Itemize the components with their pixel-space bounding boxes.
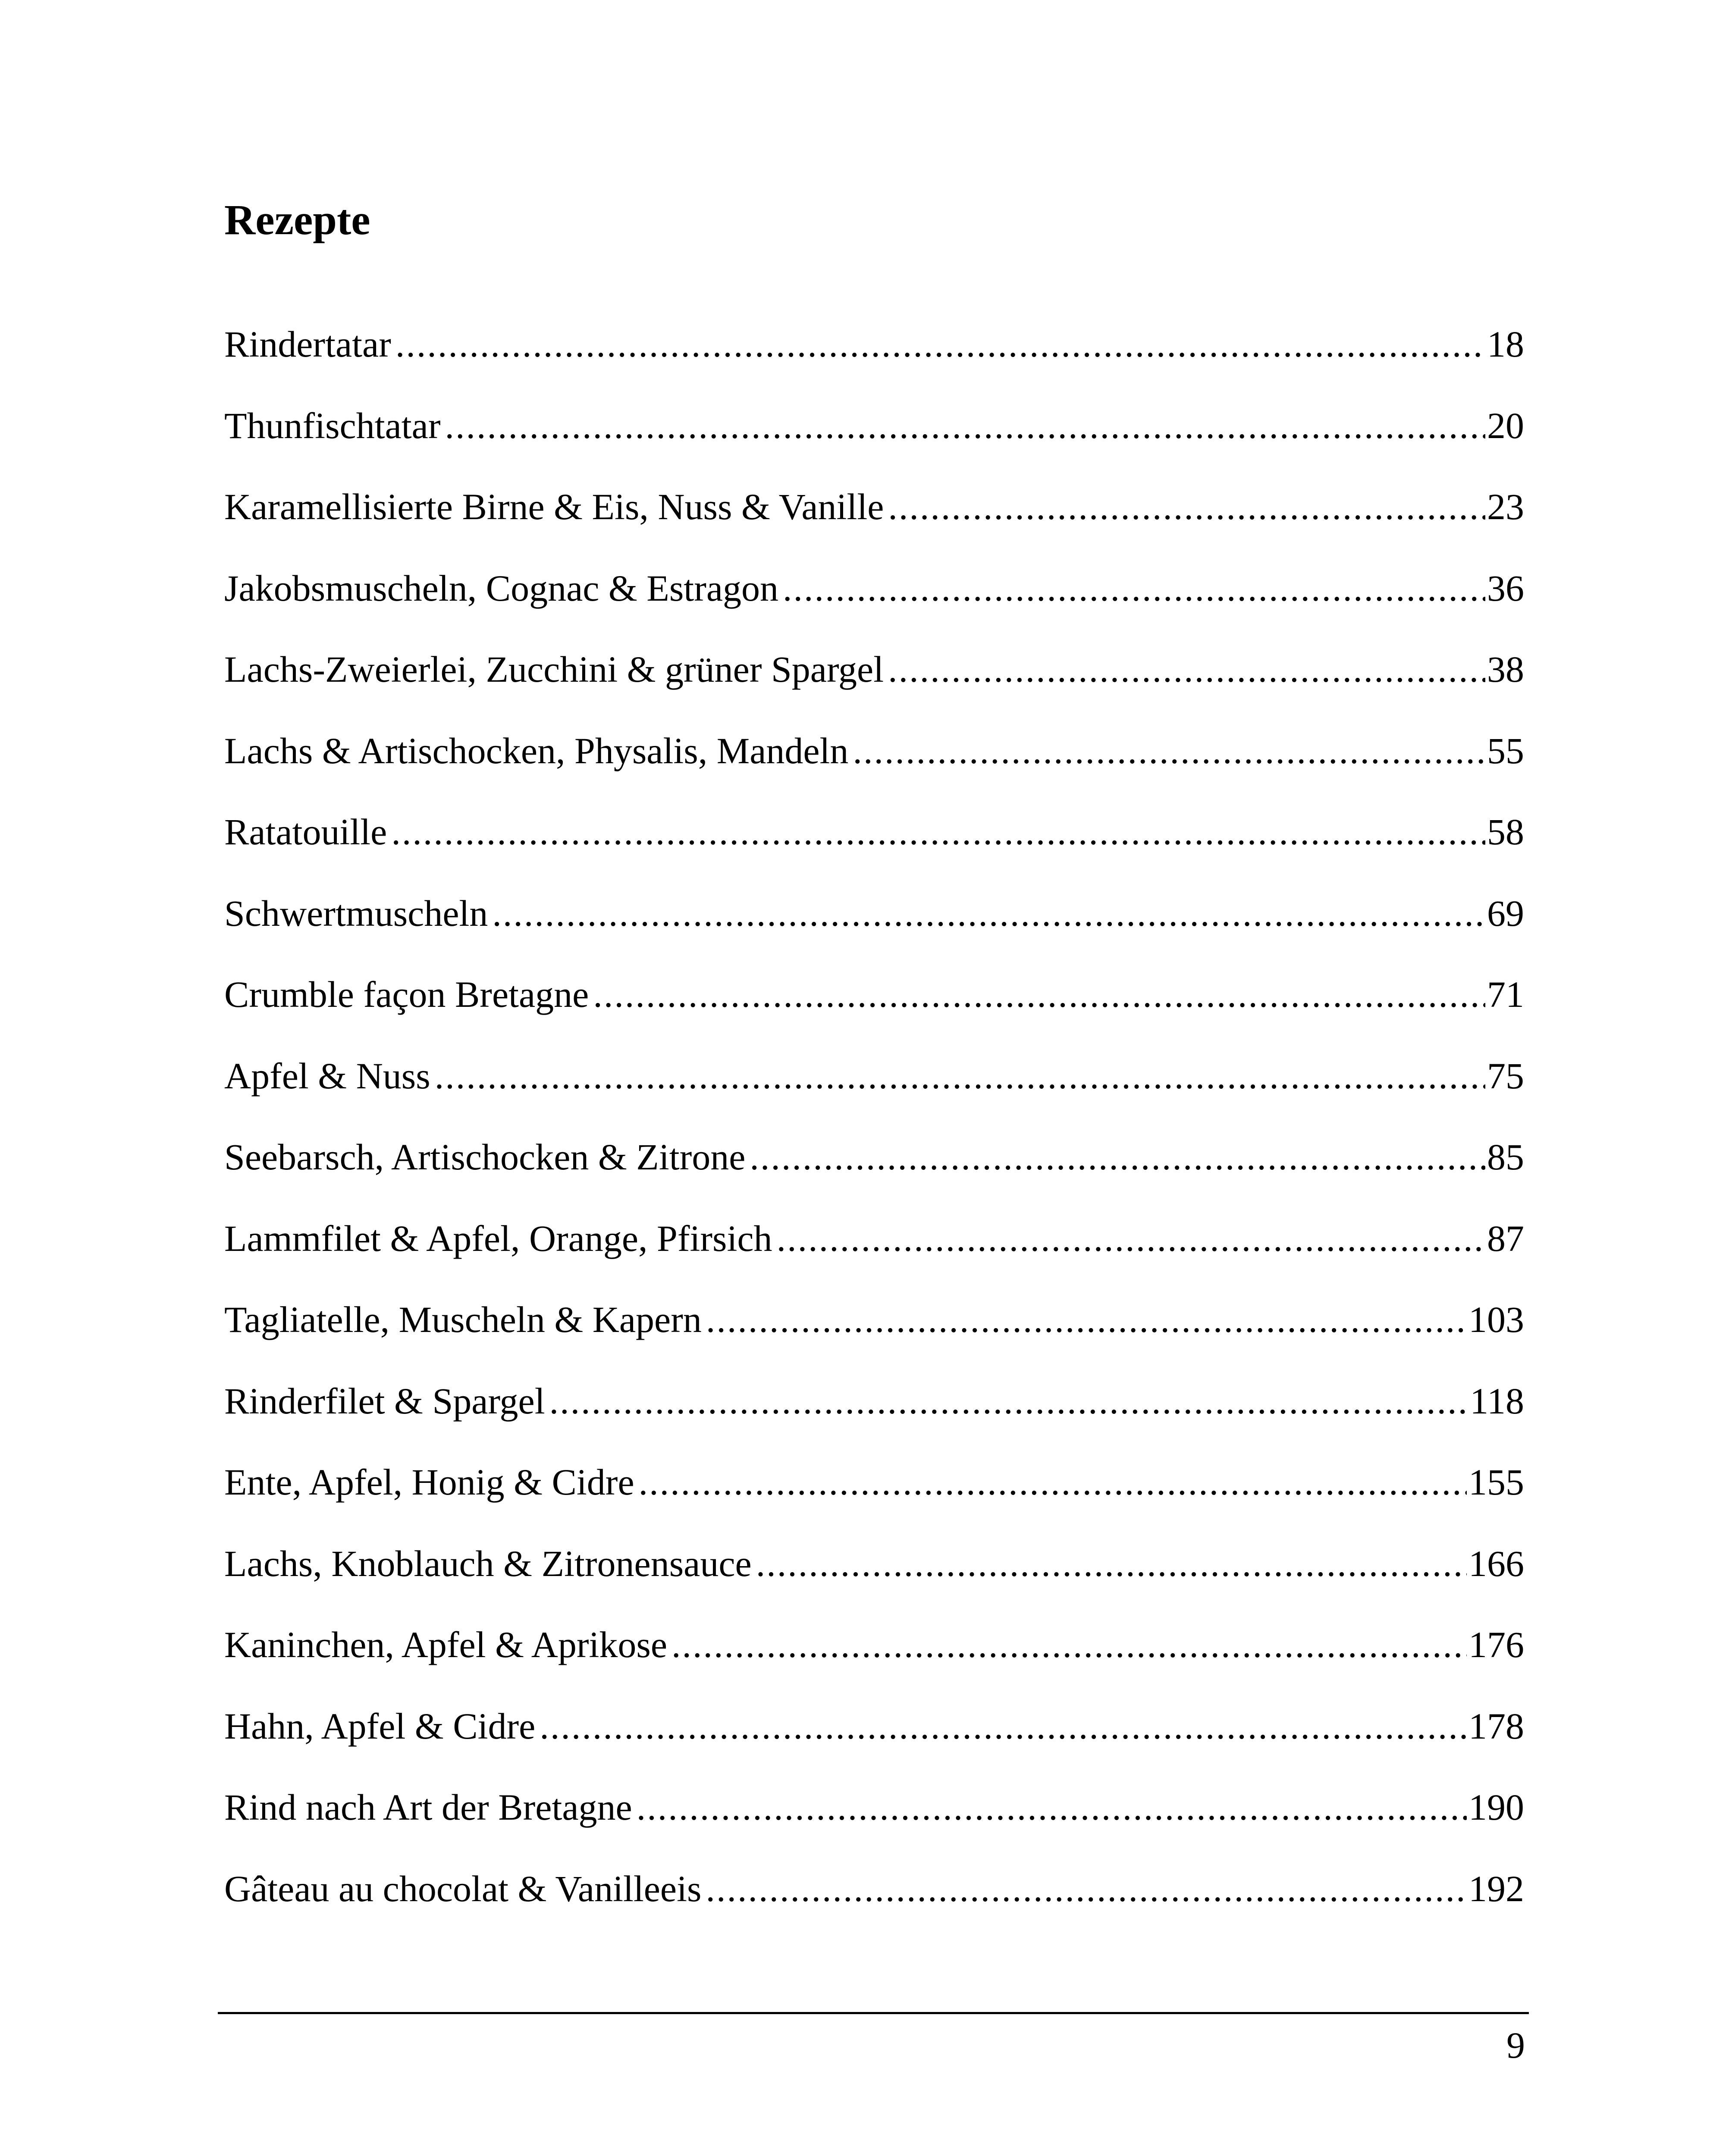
toc-entry-page: 75 (1485, 1057, 1524, 1094)
toc-entry-page: 36 (1485, 570, 1524, 607)
toc-entry-title: Apfel & Nuss (224, 1057, 435, 1094)
toc-entry-page: 103 (1467, 1301, 1524, 1338)
toc-entry-page: 87 (1485, 1220, 1524, 1257)
toc-entry[interactable] (224, 326, 1524, 407)
toc-entry[interactable] (224, 1301, 1524, 1382)
toc-entry-page: 55 (1485, 732, 1524, 769)
toc-entry[interactable] (224, 1463, 1524, 1545)
toc-entry-title: Thunfischtatar (224, 407, 445, 444)
toc-entry-title: Lachs & Artischocken, Physalis, Mandeln (224, 732, 853, 769)
dot-leader (706, 1870, 1467, 1907)
toc-entry[interactable] (224, 1057, 1524, 1139)
toc-entry-title: Seebarsch, Artischocken & Zitrone (224, 1138, 750, 1175)
dot-leader (853, 732, 1485, 769)
toc-entry-page: 18 (1485, 326, 1524, 363)
toc-entry[interactable] (224, 1789, 1524, 1870)
dot-leader (888, 488, 1485, 525)
toc-entry-page: 176 (1467, 1626, 1524, 1663)
dot-leader (445, 407, 1485, 444)
dot-leader (593, 976, 1485, 1013)
toc-entry-page: 190 (1467, 1789, 1524, 1826)
toc-entry[interactable] (224, 1382, 1524, 1464)
toc-entry[interactable] (224, 1870, 1524, 1952)
toc-entry-title: Gâteau au chocolat & Vanilleeis (224, 1870, 706, 1907)
toc-entry-title: Rindertatar (224, 326, 395, 363)
dot-leader (671, 1626, 1467, 1663)
dot-leader (637, 1789, 1467, 1826)
toc-entry[interactable] (224, 732, 1524, 814)
toc-entry-page: 58 (1485, 813, 1524, 850)
toc-entry[interactable] (224, 407, 1524, 489)
toc-entry-title: Rinderfilet & Spargel (224, 1382, 549, 1420)
toc-entry-page: 23 (1485, 488, 1524, 525)
toc-entry-page: 166 (1467, 1545, 1524, 1582)
toc-entry-title: Ente, Apfel, Honig & Cidre (224, 1463, 639, 1501)
toc-entry-page: 71 (1485, 976, 1524, 1013)
toc-entry-title: Crumble façon Bretagne (224, 976, 593, 1013)
dot-leader (783, 570, 1485, 607)
toc-entry[interactable] (224, 976, 1524, 1057)
dot-leader (756, 1545, 1467, 1582)
toc-entry[interactable] (224, 895, 1524, 976)
page-title: Rezepte (224, 196, 370, 244)
toc-entry-title: Kaninchen, Apfel & Aprikose (224, 1626, 671, 1663)
toc-entry-title: Schwertmuscheln (224, 895, 492, 932)
toc-entry-title: Ratatouille (224, 813, 391, 850)
dot-leader (492, 895, 1485, 932)
dot-leader (391, 813, 1485, 850)
toc-entry-title: Jakobsmuscheln, Cognac & Estragon (224, 570, 783, 607)
toc-entry[interactable] (224, 570, 1524, 651)
toc-entry[interactable] (224, 1708, 1524, 1789)
toc-entry-page: 178 (1467, 1708, 1524, 1745)
toc-entry-title: Rind nach Art der Bretagne (224, 1789, 637, 1826)
dot-leader (750, 1138, 1485, 1175)
dot-leader (888, 651, 1485, 688)
toc-entry-page: 38 (1485, 651, 1524, 688)
footer-divider (218, 2012, 1529, 2014)
toc-entry-page: 85 (1485, 1138, 1524, 1175)
toc-entry[interactable] (224, 651, 1524, 732)
page-number: 9 (1506, 2024, 1525, 2066)
toc-entry-page: 192 (1467, 1870, 1524, 1907)
toc-entry-title: Lachs-Zweierlei, Zucchini & grüner Spargel (224, 651, 888, 688)
dot-leader (395, 326, 1485, 363)
toc-entry[interactable] (224, 488, 1524, 570)
toc-entry[interactable] (224, 1138, 1524, 1220)
toc-entry-page: 69 (1485, 895, 1524, 932)
toc-entry-page: 118 (1468, 1382, 1524, 1420)
dot-leader (639, 1463, 1467, 1501)
toc-entry-title: Tagliatelle, Muscheln & Kapern (224, 1301, 706, 1338)
dot-leader (549, 1382, 1468, 1420)
toc-entry[interactable] (224, 1220, 1524, 1301)
toc-entry-page: 155 (1467, 1463, 1524, 1501)
toc-entry-title: Lammfilet & Apfel, Orange, Pfirsich (224, 1220, 777, 1257)
toc-entry[interactable] (224, 1626, 1524, 1708)
toc-entry-title: Lachs, Knoblauch & Zitronensauce (224, 1545, 756, 1582)
dot-leader (706, 1301, 1467, 1338)
toc-entry[interactable] (224, 813, 1524, 895)
toc-entry[interactable] (224, 1545, 1524, 1626)
toc-entry-title: Hahn, Apfel & Cidre (224, 1708, 540, 1745)
dot-leader (435, 1057, 1485, 1094)
dot-leader (777, 1220, 1485, 1257)
toc-entry-page: 20 (1485, 407, 1524, 444)
dot-leader (540, 1708, 1467, 1745)
table-of-contents (224, 326, 1524, 1951)
toc-entry-title: Karamellisierte Birne & Eis, Nuss & Vanille (224, 488, 888, 525)
